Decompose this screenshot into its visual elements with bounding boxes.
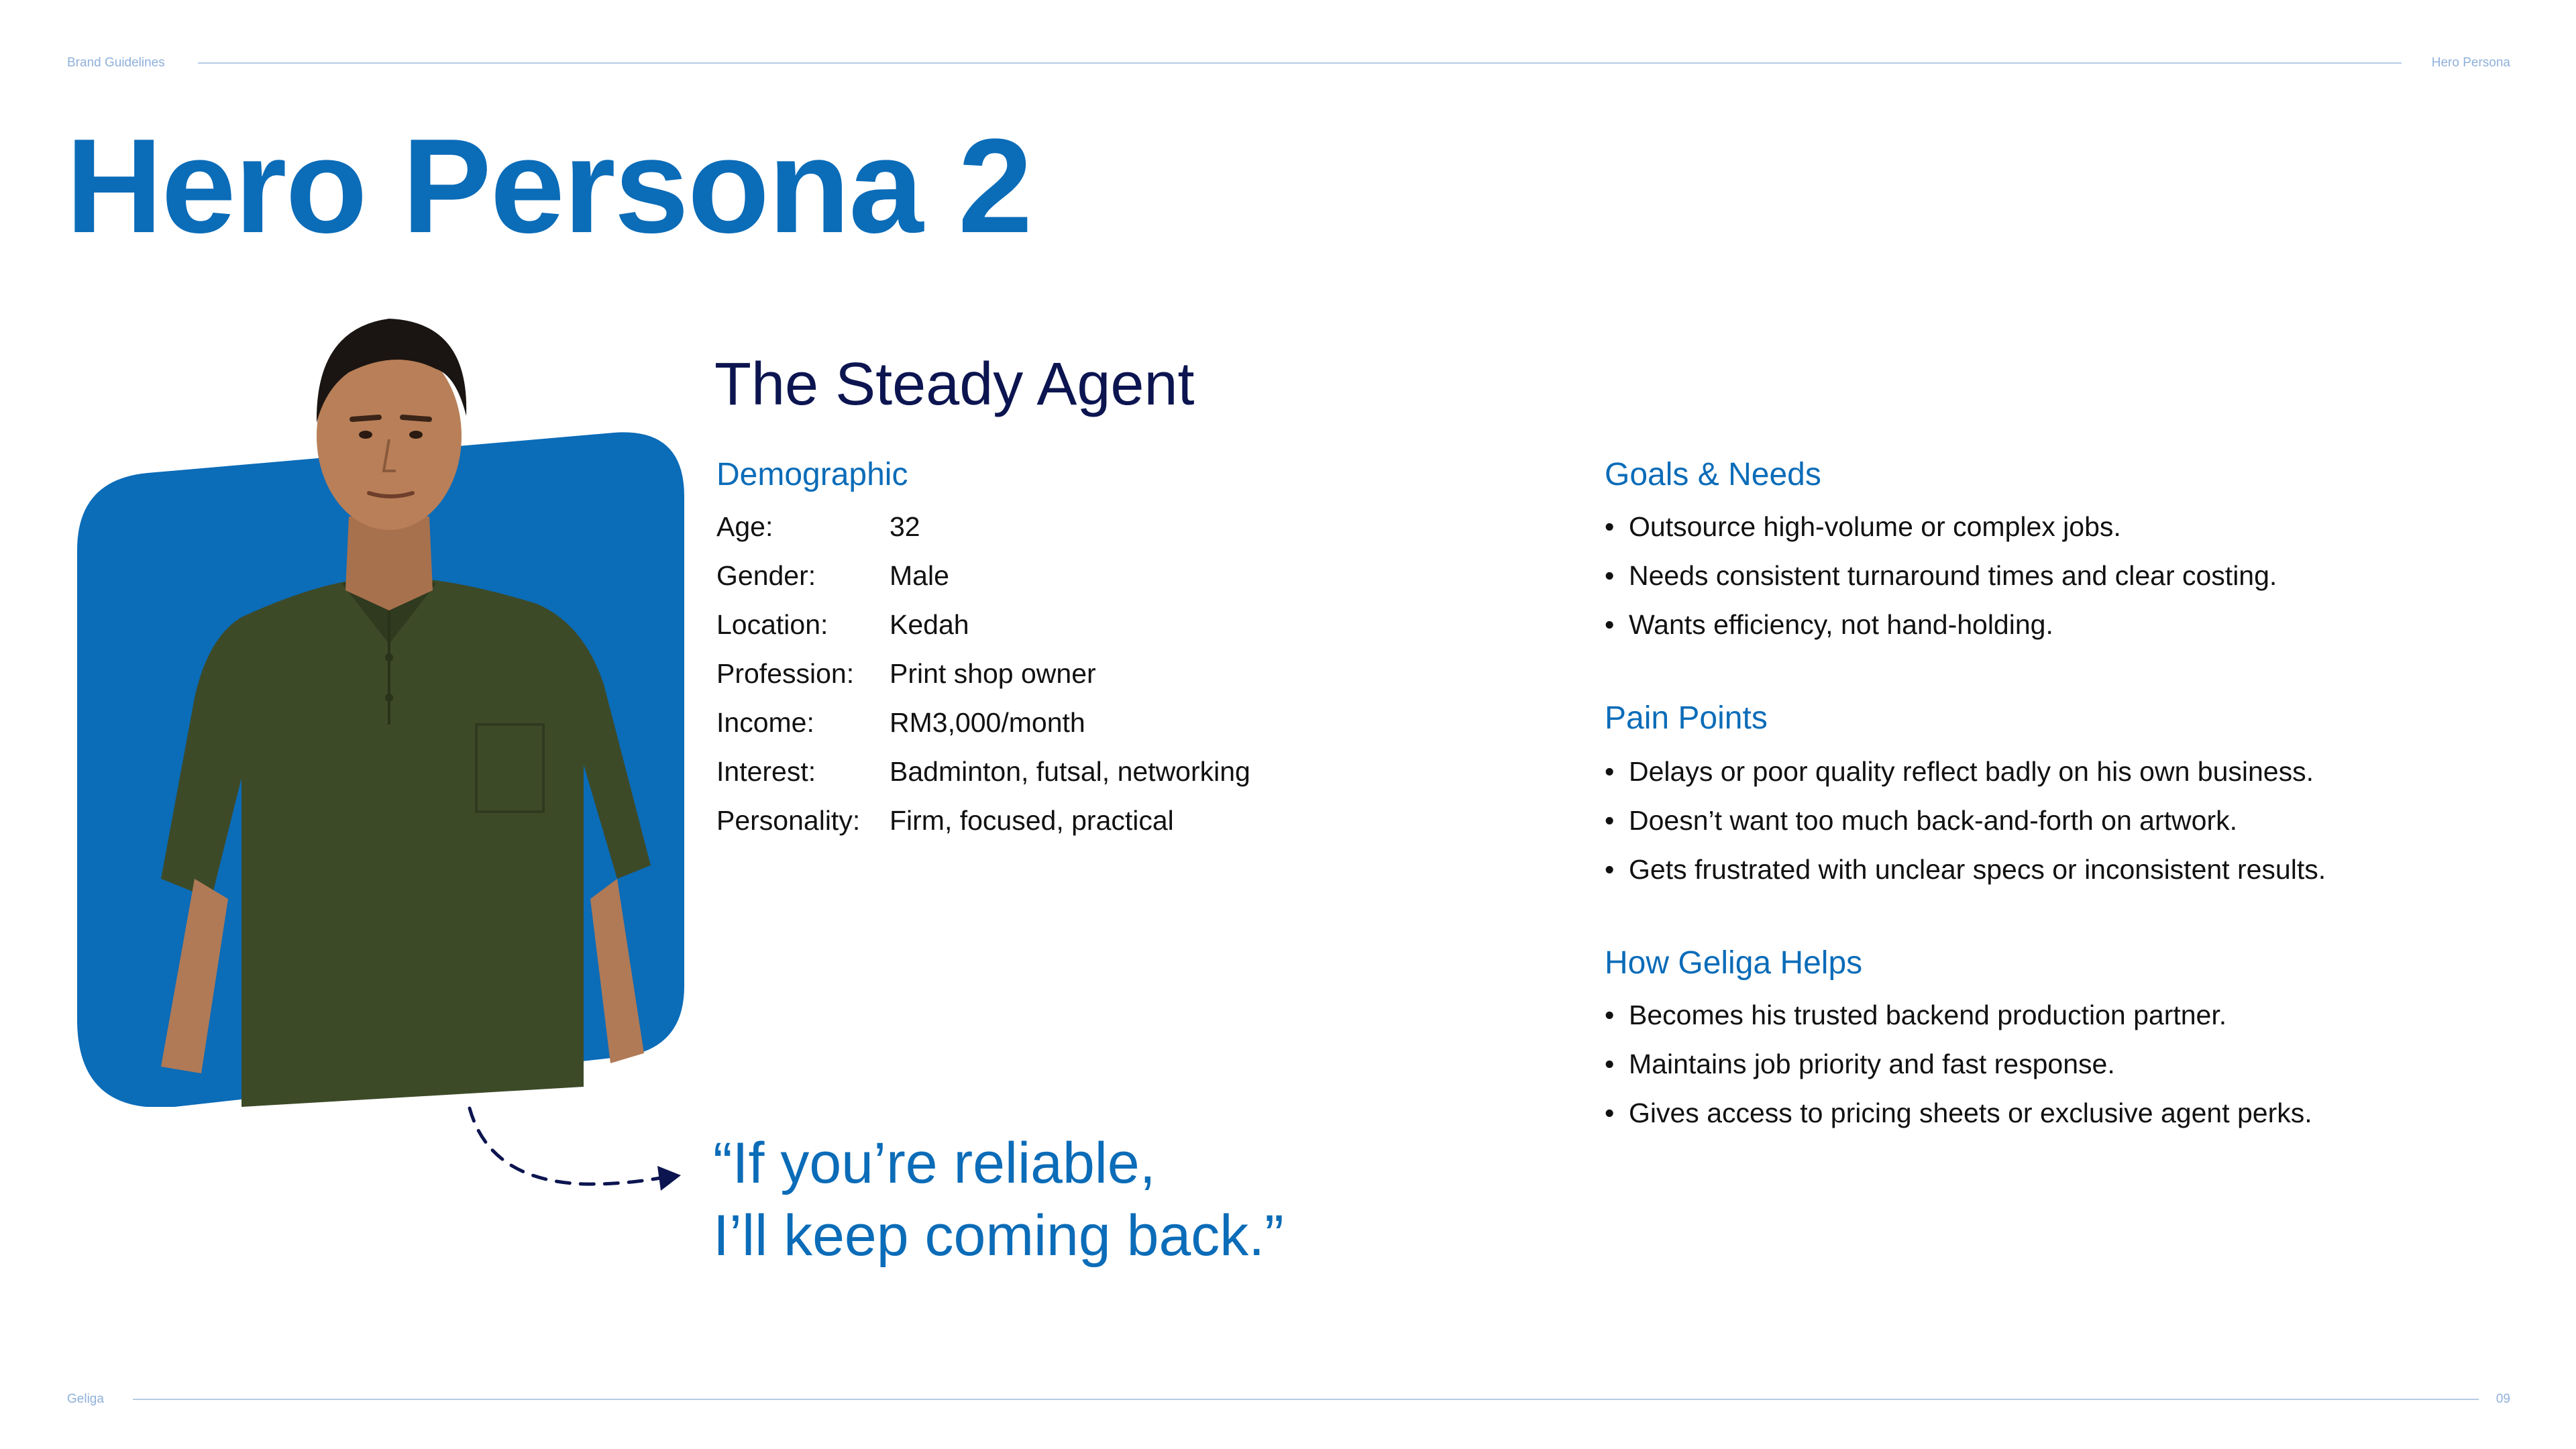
goals-item: [1605, 562, 2277, 590]
demographic-label: Age:: [716, 511, 773, 542]
quote-line-1: “If you’re reliable,: [713, 1131, 1156, 1195]
demographic-value: Firm, focused, practical: [890, 805, 1174, 836]
bullet-glyph: •: [1605, 609, 1615, 640]
dashed-arrow-icon: [463, 1100, 684, 1201]
goals-item: [1605, 513, 2121, 541]
helps-item-text: Maintains job priority and fast response.: [1629, 1049, 2115, 1079]
footer-brand-label: Geliga: [67, 1392, 104, 1406]
pain-point-item: [1605, 758, 2314, 786]
pain-points-heading: Pain Points: [1605, 700, 1768, 736]
pain-point-text: Gets frustrated with unclear specs or inconsistent results.: [1629, 854, 2326, 885]
demographic-heading: Demographic: [716, 457, 908, 492]
helps-item: [1605, 1099, 2312, 1127]
bullet-glyph: •: [1605, 805, 1615, 836]
helps-item: [1605, 1051, 2115, 1078]
demographic-label: Income:: [716, 707, 814, 738]
persona-name: The Steady Agent: [714, 351, 1195, 418]
quote-line-2: I’ll keep coming back.”: [713, 1203, 1284, 1268]
goals-item-text: Outsource high-volume or complex jobs.: [1629, 511, 2121, 542]
demographic-row-income: [716, 709, 1085, 737]
demographic-label: Personality:: [716, 805, 861, 836]
demographic-label: Interest:: [716, 756, 816, 787]
demographic-value: Badminton, futsal, networking: [890, 756, 1250, 787]
demographic-label: Gender:: [716, 560, 816, 591]
demographic-label: Location:: [716, 609, 828, 640]
bullet-glyph: •: [1605, 756, 1615, 787]
page-title: Hero Persona 2: [66, 111, 1032, 261]
bullet-glyph: •: [1605, 560, 1615, 591]
bullet-glyph: •: [1605, 511, 1615, 542]
pain-point-text: Doesn’t want too much back-and-forth on artwork.: [1629, 805, 2237, 836]
persona-photo: [74, 295, 691, 1107]
goals-item-text: Wants efficiency, not hand-holding.: [1629, 609, 2053, 640]
goals-heading: Goals & Needs: [1605, 457, 1821, 492]
demographic-label: Profession:: [716, 658, 855, 689]
header-left-label: Brand Guidelines: [67, 56, 165, 70]
pain-point-item: [1605, 807, 2237, 835]
demographic-row-age: [716, 513, 920, 541]
demographic-value: Print shop owner: [890, 658, 1096, 689]
goals-item-text: Needs consistent turnaround times and clear costing.: [1629, 560, 2277, 591]
demographic-value: Kedah: [890, 609, 969, 640]
helps-item: [1605, 1002, 2226, 1029]
demographic-row-interest: [716, 758, 1250, 786]
goals-item: [1605, 611, 2053, 639]
demographic-value: RM3,000/month: [890, 707, 1085, 738]
demographic-row-personality: [716, 807, 1174, 835]
persona-quote: [713, 1127, 1284, 1272]
bullet-glyph: •: [1605, 854, 1615, 885]
helps-item-text: Becomes his trusted backend production partner.: [1629, 1000, 2227, 1030]
demographic-row-profession: [716, 660, 1096, 688]
demographic-value: Male: [890, 560, 949, 591]
page-number: 09: [2496, 1392, 2510, 1406]
demographic-row-gender: [716, 562, 949, 590]
header-divider: [198, 62, 2402, 64]
pain-point-item: [1605, 856, 2326, 883]
header-right-label: Hero Persona: [2431, 56, 2510, 70]
pain-point-text: Delays or poor quality reflect badly on his own business.: [1629, 756, 2314, 787]
bullet-glyph: •: [1605, 1000, 1615, 1030]
bullet-glyph: •: [1605, 1097, 1615, 1128]
demographic-row-location: [716, 611, 969, 639]
demographic-value: 32: [890, 511, 920, 542]
bullet-glyph: •: [1605, 1049, 1615, 1079]
how-geliga-helps-heading: How Geliga Helps: [1605, 945, 1863, 981]
helps-item-text: Gives access to pricing sheets or exclusive agent perks.: [1629, 1097, 2312, 1128]
footer-divider: [133, 1399, 2479, 1400]
